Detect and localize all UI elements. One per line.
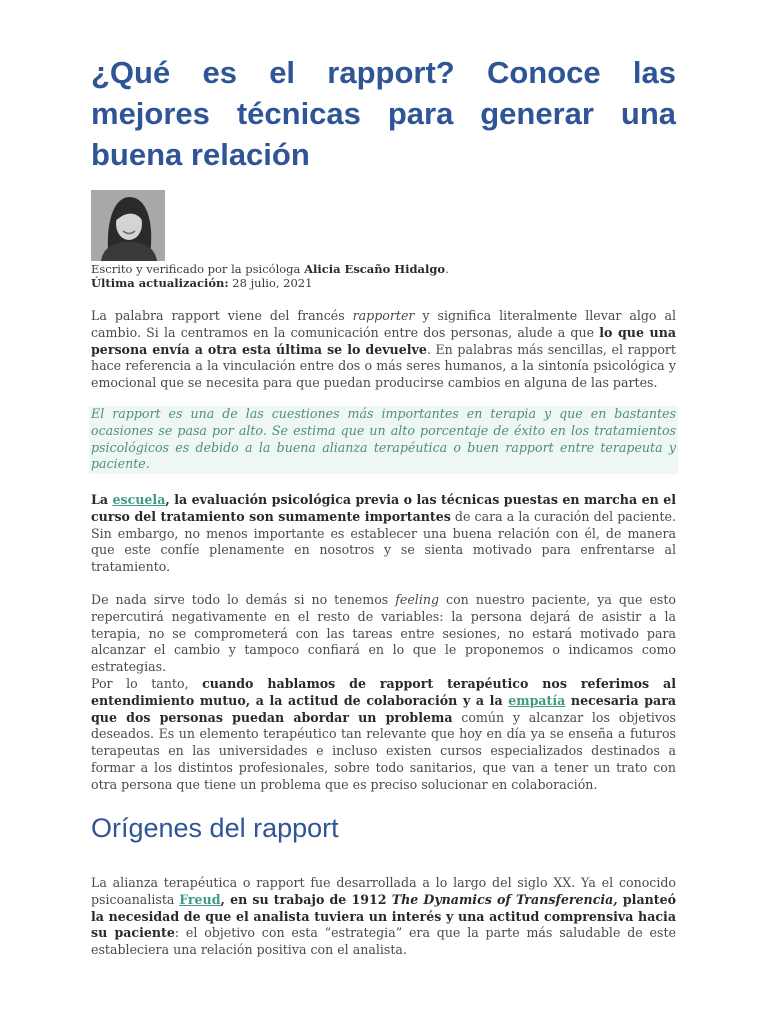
p4-text-a: Por lo tanto, xyxy=(91,676,203,691)
p5-bold-italic: The Dynamics of Transferencia, xyxy=(391,891,618,907)
p1-bold: lo que una persona envía a otra esta última se lo devuelve xyxy=(91,324,677,357)
highlight-quote: El rapport es una de las cuestiones más importantes en terapia y que en bastantes ocasiones se pasa por alto. Se estima que un alto porcentaje de éxito en los tratamientos psicológicos es debido a la buena alianza terapéutica o buen rapport entre terapeuta y paciente. xyxy=(89,406,678,474)
byline-updated-line xyxy=(91,276,691,290)
link-empatia[interactable]: empatía xyxy=(508,692,566,708)
paragraph-3 xyxy=(91,592,676,676)
byline-written-prefix: Escrito y verificado por la psicóloga xyxy=(91,262,305,276)
article-byline xyxy=(91,262,691,290)
section-heading-origenes: Orígenes del rapport xyxy=(91,813,339,843)
byline-updated-date: 28 julio, 2021 xyxy=(228,276,313,290)
link-freud[interactable]: Freud xyxy=(179,891,221,907)
p5-bold-d: planteó la necesidad de que el analista tuviera un interés y una actitud comprensiva hacia su paciente xyxy=(91,891,676,941)
byline-author-name: Alicia Escaño Hidalgo xyxy=(304,262,446,276)
paragraph-5 xyxy=(91,875,676,959)
p5-text-e: : el objetivo con esta “estrategia” era que la parte más saludable de este estableciera una relación positiva con el analista. xyxy=(91,925,676,958)
link-escuela[interactable]: escuela xyxy=(112,492,166,507)
p1-italic: rapporter xyxy=(352,308,415,323)
p1-text-c: y significa literalmente llevar algo al cambio. Si la centramos en la comunicación entre dos personas, alude a que xyxy=(91,308,676,340)
p1-text-a: La palabra rapport viene del francés xyxy=(91,308,353,323)
article-title: ¿Qué es el rapport? Conoce las mejores técnicas para generar una buena relación xyxy=(91,55,676,172)
byline-updated-label: Última actualización: xyxy=(91,276,229,290)
byline-author-line xyxy=(91,262,691,276)
author-portrait-image xyxy=(91,190,165,261)
byline-period: . xyxy=(445,262,449,276)
paragraph-4 xyxy=(91,676,676,794)
p2-text-c: de cara a la curación del paciente. Sin embargo, no menos importante es establecer una buena relación con él, de manera que este confíe plenamente en nosotros y se sienta motivado para enfrentarse al tratamiento. xyxy=(91,508,676,575)
paragraph-1 xyxy=(91,308,676,392)
paragraph-2 xyxy=(91,492,676,576)
author-photo xyxy=(91,190,165,261)
p3-italic: feeling xyxy=(395,592,440,607)
p4-bold-b: cuando hablamos de rapport terapéutico nos referimos al entendimiento mutuo, a la actitud de colaboración y a la xyxy=(91,676,676,708)
p5-text-a: La alianza terapéutica o rapport fue desarrollada a lo largo del siglo XX. Ya el conocido psicoanalista xyxy=(91,875,676,907)
p3-text-a: De nada sirve todo lo demás si no tenemos xyxy=(91,592,396,607)
p2-bold-a: La xyxy=(91,492,113,507)
p3-text-c: con nuestro paciente, ya que esto repercutirá negativamente en el resto de variables: la persona dejará de asistir a la terapia, no se comprometerá con las tareas entre sesiones, no estará motivado para alcanzar el cambio y tampoco confiará en lo que le proponemos o indicamos como estrategias. xyxy=(91,592,677,675)
p5-bold-b: , en su trabajo de 1912 xyxy=(220,891,392,907)
p4-text-d: común y alcanzar los objetivos deseados. Es un elemento terapéutico tan relevante que hoy en día ya se enseña a futuros terapeutas en las universidades e incluso existen cursos especializados destinados a formar a los distintos profesionales, sobre todo sanitarios, que van a tener un trato con otra persona que tiene un problema que es preciso solucionar en colaboración. xyxy=(91,709,677,792)
p2-bold-b: , la evaluación psicológica previa o las técnicas puestas en marcha en el curso del tratamiento son sumamente importantes xyxy=(91,492,676,524)
p1-text-e: . En palabras más sencillas, el rapport hace referencia a la vinculación entre dos o más seres humanos, a la sintonía psicológica y emocional que se necesita para que puedan producirse cambios en alguna de las partes. xyxy=(91,341,676,391)
p4-bold-c: necesaria para que dos personas puedan abordar un problema xyxy=(91,692,676,725)
